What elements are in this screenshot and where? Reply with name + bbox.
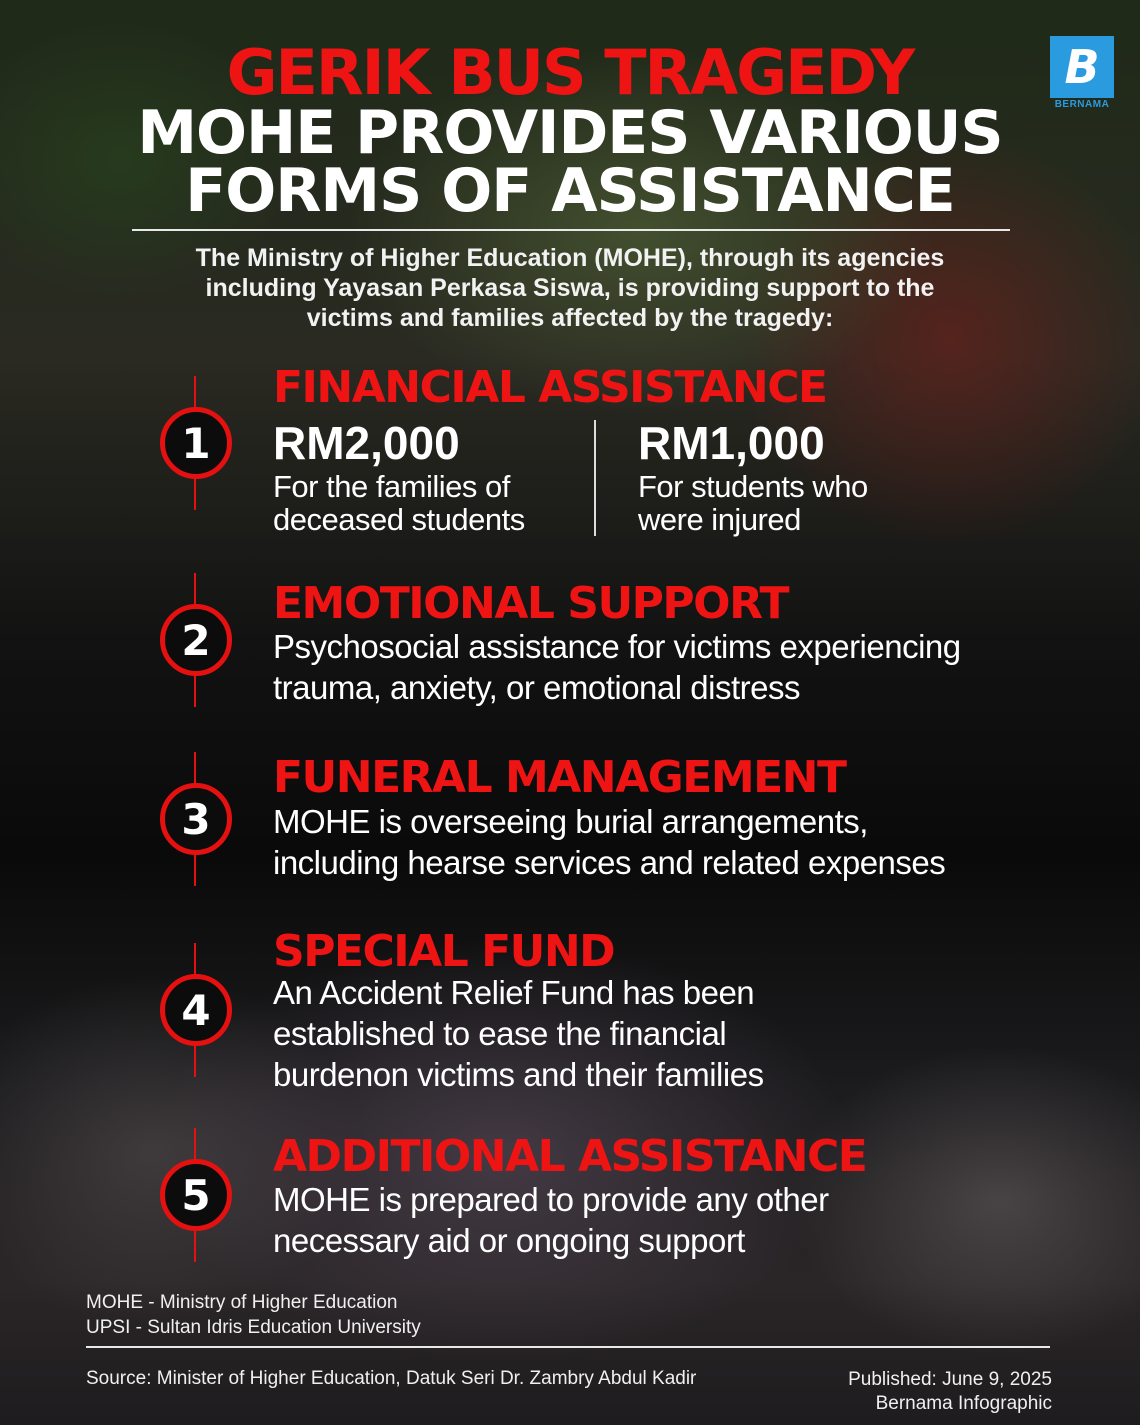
intro-paragraph xyxy=(100,243,1040,333)
amount-injured: RM1,000 xyxy=(638,417,825,469)
desc-line: necessary aid or ongoing support xyxy=(273,1222,745,1259)
item-heading: ADDITIONAL ASSISTANCE xyxy=(273,1131,867,1182)
number-circle-5: 5 xyxy=(160,1159,232,1231)
item-heading: FUNERAL MANAGEMENT xyxy=(273,752,846,803)
intro-line: The Ministry of Higher Education (MOHE), through its agencies xyxy=(195,244,945,272)
published-date: Published: June 9, 2025 xyxy=(848,1369,1052,1390)
desc-line: established to ease the financial xyxy=(273,1015,727,1052)
bernama-logo-text: BERNAMA xyxy=(1054,99,1110,110)
headline-line-2: FORMS OF ASSISTANCE xyxy=(185,156,955,226)
header-divider xyxy=(132,229,1010,231)
amount-divider xyxy=(594,420,596,536)
footer-divider xyxy=(86,1346,1050,1348)
desc-line: Psychosocial assistance for victims experiencing xyxy=(273,628,961,665)
desc-line: deceased students xyxy=(273,502,525,537)
desc-line: were injured xyxy=(638,502,801,537)
number-circle-2: 2 xyxy=(160,604,232,676)
abbreviations xyxy=(86,1290,421,1340)
item-description xyxy=(273,972,764,1095)
intro-line: victims and families affected by the tragedy: xyxy=(306,304,834,332)
item-description xyxy=(273,1179,829,1261)
abbreviation-mohe: MOHE - Ministry of Higher Education xyxy=(86,1292,398,1313)
number-circle-3: 3 xyxy=(160,783,232,855)
item-heading: EMOTIONAL SUPPORT xyxy=(273,578,789,629)
publication-info xyxy=(848,1368,1052,1416)
source-text: Source: Minister of Higher Education, Datuk Seri Dr. Zambry Abdul Kadir xyxy=(86,1368,697,1389)
desc-line: MOHE is prepared to provide any other xyxy=(273,1181,829,1218)
headline-white xyxy=(0,98,1140,226)
desc-line: burdenon victims and their families xyxy=(273,1056,764,1093)
desc-line: including hearse services and related expenses xyxy=(273,844,946,881)
item-description xyxy=(273,626,961,708)
credit-text: Bernama Infographic xyxy=(875,1393,1052,1414)
desc-line: For the families of xyxy=(273,469,510,504)
item-heading: SPECIAL FUND xyxy=(273,926,615,977)
item-heading: FINANCIAL ASSISTANCE xyxy=(273,362,827,413)
headline-red: GERIK BUS TRAGEDY xyxy=(226,36,914,109)
number-circle-1: 1 xyxy=(160,407,232,479)
headline-line-1: MOHE PROVIDES VARIOUS xyxy=(137,98,1003,168)
desc-line: For students who xyxy=(638,469,868,504)
amount-deceased-desc xyxy=(273,470,525,536)
abbreviation-upsi: UPSI - Sultan Idris Education University xyxy=(86,1317,421,1338)
desc-line: trauma, anxiety, or emotional distress xyxy=(273,669,800,706)
desc-line: MOHE is overseeing burial arrangements, xyxy=(273,803,868,840)
desc-line: An Accident Relief Fund has been xyxy=(273,974,755,1011)
number-circle-4: 4 xyxy=(160,974,232,1046)
amount-deceased: RM2,000 xyxy=(273,417,460,469)
bernama-b-icon: B xyxy=(1064,40,1100,94)
item-description xyxy=(273,801,945,883)
intro-line: including Yayasan Perkasa Siswa, is providing support to the xyxy=(205,274,935,302)
amount-injured-desc xyxy=(638,470,868,536)
